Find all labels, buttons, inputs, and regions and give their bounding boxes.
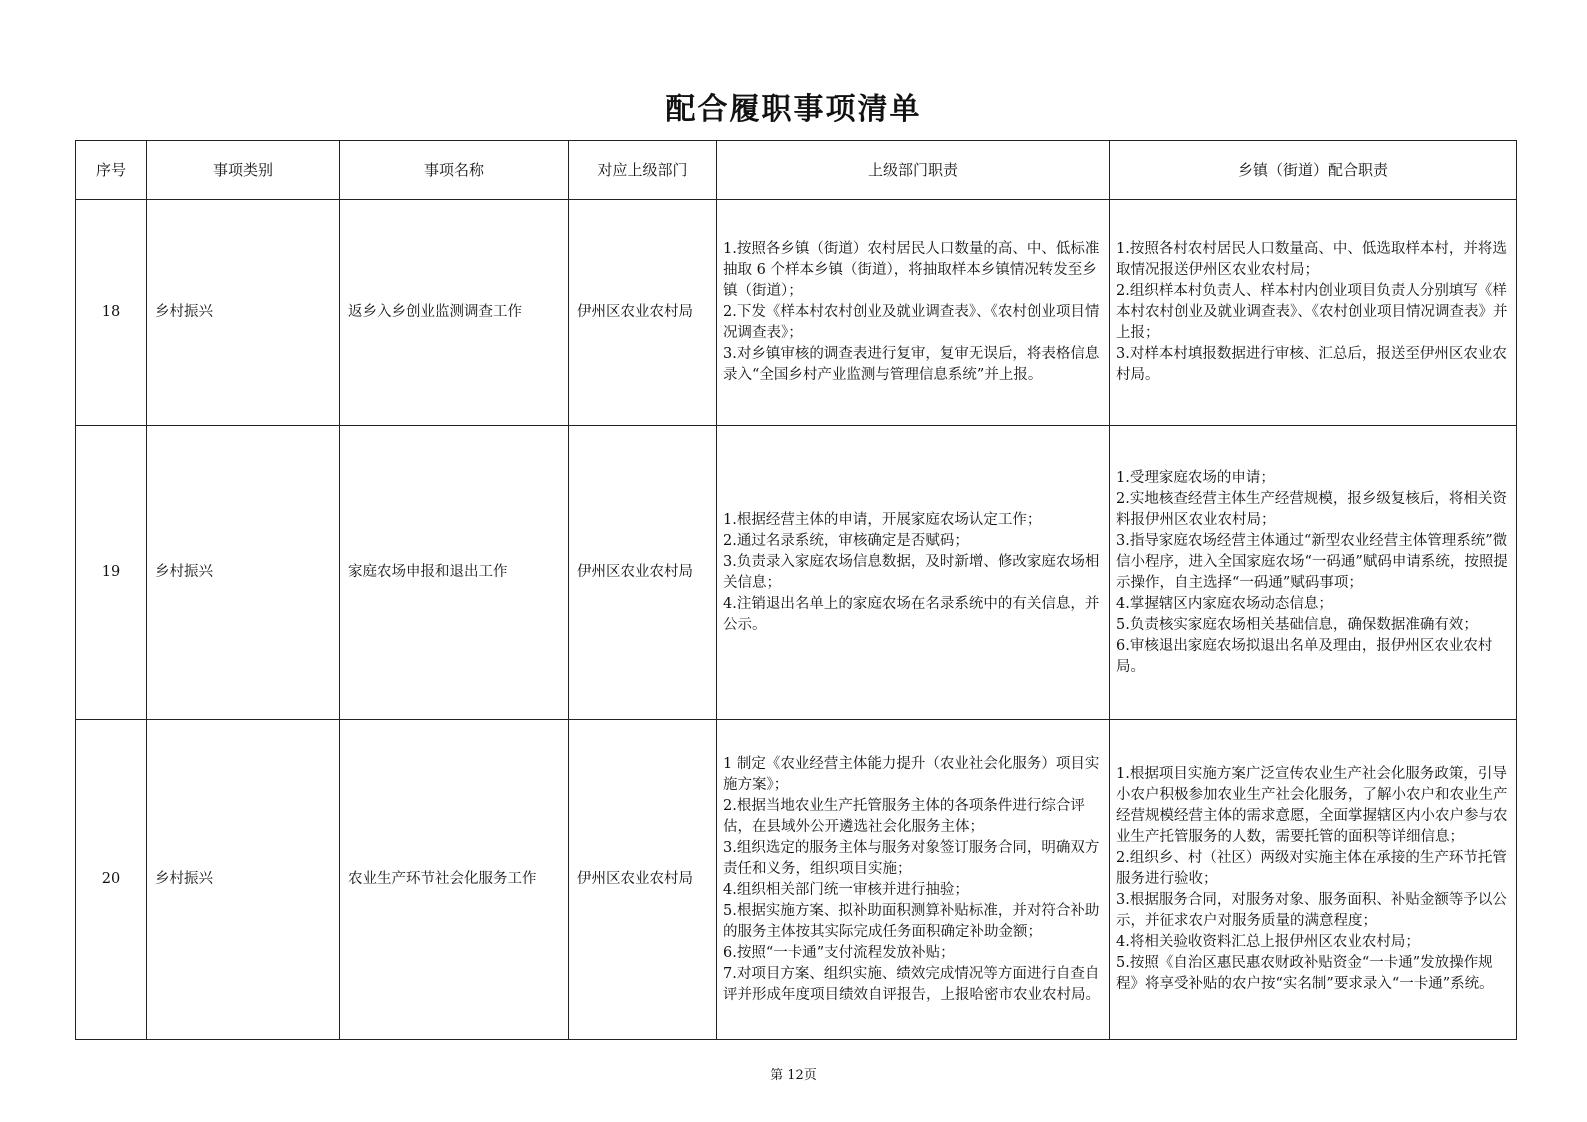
header-no: 序号 (76, 141, 147, 200)
duty-item: 5.负责核实家庭农场相关基础信息，确保数据准确有效； (1116, 616, 1478, 633)
duty-item: 2.组织乡、村（社区）两级对实施主体在承接的生产环节托管服务进行验收； (1116, 850, 1507, 887)
header-upper-duties: 上级部门职责 (717, 141, 1110, 200)
duty-item: 2.下发《样本村农村创业及就业调查表》、《农村创业项目情况调查表》； (723, 304, 1100, 341)
header-town-duties: 乡镇（街道）配合职责 (1110, 141, 1517, 200)
duty-item: 4.注销退出名单上的家庭农场在名录系统中的有关信息，并公示。 (723, 595, 1100, 633)
duty-item: 1.按照各村农村居民人口数量高、中、低选取样本村，并将选取情况报送伊州区农业农村局； (1116, 241, 1507, 278)
duty-item: 3.对乡镇审核的调查表进行复审，复审无误后，将表格信息录入“全国乡村产业监测与管理信息系统”并上报。 (723, 346, 1100, 383)
upper-duties-cell (717, 426, 1110, 720)
row-number: 20 (76, 720, 147, 1040)
header-name: 事项名称 (340, 141, 569, 200)
table-row (76, 426, 1517, 720)
table-row (76, 720, 1517, 1040)
row-category: 乡村振兴 (147, 426, 340, 720)
row-number: 18 (76, 200, 147, 426)
duty-item: 4.掌握辖区内家庭农场动态信息； (1116, 595, 1333, 612)
row-department: 伊州区农业农村局 (569, 426, 717, 720)
table-row (76, 200, 1517, 426)
duty-item: 1.受理家庭农场的申请； (1116, 469, 1275, 486)
duty-item: 6.审核退出家庭农场拟退出名单及理由，报伊州区农业农村局。 (1116, 637, 1493, 675)
upper-duties-cell (717, 720, 1110, 1040)
row-department: 伊州区农业农村局 (569, 200, 717, 426)
duty-item: 2.根据当地农业生产托管服务主体的各项条件进行综合评估，在县域外公开遴选社会化服务主体； (723, 797, 1085, 835)
duty-item: 1.按照各乡镇（街道）农村居民人口数量的高、中、低标准抽取 6 个样本乡镇（街道），将抽取样本乡镇情况转发至乡镇（街道）； (723, 241, 1100, 299)
duty-item: 2.组织样本村负责人、样本村内创业项目负责人分别填写《样本村农村创业及就业调查表》、《农村创业项目情况调查表》并上报； (1116, 283, 1508, 341)
row-number: 19 (76, 426, 147, 720)
header-category: 事项类别 (147, 141, 340, 200)
header-dept: 对应上级部门 (569, 141, 717, 200)
row-item-name: 家庭农场申报和退出工作 (340, 426, 569, 720)
town-duties-cell (1110, 200, 1517, 426)
row-item-name: 农业生产环节社会化服务工作 (340, 720, 569, 1040)
duty-table (75, 140, 1517, 1040)
duty-item: 7.对项目方案、组织实施、绩效完成情况等方面进行自查自评并形成年度项目绩效自评报告，上报哈密市农业农村局。 (723, 965, 1100, 1003)
row-department: 伊州区农业农村局 (569, 720, 717, 1040)
duty-item: 1 制定《农业经营主体能力提升（农业社会化服务）项目实施方案》； (723, 755, 1100, 793)
table-header-row (76, 141, 1517, 200)
duty-item: 3.负责录入家庭农场信息数据，及时新增、修改家庭农场相关信息； (723, 553, 1100, 591)
duty-item: 3.对样本村填报数据进行审核、汇总后，报送至伊州区农业农村局。 (1116, 346, 1507, 383)
row-category: 乡村振兴 (147, 200, 340, 426)
duty-item: 6.按照“一卡通”支付流程发放补贴； (723, 944, 955, 961)
duty-item: 3.根据服务合同，对服务对象、服务面积、补贴金额等予以公示，并征求农户对服务质量的满意程度； (1116, 892, 1507, 929)
duty-item: 1.根据项目实施方案广泛宣传农业生产社会化服务政策，引导小农户积极参加农业生产社会化服务，了解小农户和农业生产经营规模经营主体的需求意愿，全面掌握辖区内小农户参与农业生产托管服务的人数，需要托管的面积等详细信息； (1116, 766, 1508, 845)
town-duties-cell (1110, 720, 1517, 1040)
duty-item: 5.根据实施方案、拟补助面积测算补贴标准，并对符合补助的服务主体按其实际完成任务面积确定补助金额； (723, 902, 1100, 940)
row-category: 乡村振兴 (147, 720, 340, 1040)
page-title: 配合履职事项清单 (665, 92, 922, 127)
duty-item: 2.通过名录系统，审核确定是否赋码； (723, 532, 969, 549)
duty-item: 1.根据经营主体的申请，开展家庭农场认定工作； (723, 511, 1042, 528)
duty-item: 2.实地核查经营主体生产经营规模，报乡级复核后，将相关资料报伊州区农业农村局； (1116, 490, 1507, 528)
duty-item: 3.组织选定的服务主体与服务对象签订服务合同，明确双方责任和义务，组织项目实施； (723, 839, 1100, 877)
duty-item: 4.将相关验收资料汇总上报伊州区农业农村局； (1116, 934, 1420, 950)
upper-duties-cell (717, 200, 1110, 426)
duty-item: 4.组织相关部门统一审核并进行抽验； (723, 881, 969, 898)
row-item-name: 返乡入乡创业监测调查工作 (340, 200, 569, 426)
page-number: 第 12页 (770, 1068, 817, 1083)
town-duties-cell (1110, 426, 1517, 720)
duty-item: 5.按照《自治区惠民惠农财政补贴资金“一卡通”发放操作规程》将享受补贴的农户按“实名制”要求录入“一卡通”系统。 (1116, 955, 1494, 992)
duty-item: 3.指导家庭农场经营主体通过“新型农业经营主体管理系统”微信小程序，进入全国家庭农场“一码通”赋码申请系统，按照提示操作，自主选择“一码通”赋码事项； (1116, 532, 1508, 591)
